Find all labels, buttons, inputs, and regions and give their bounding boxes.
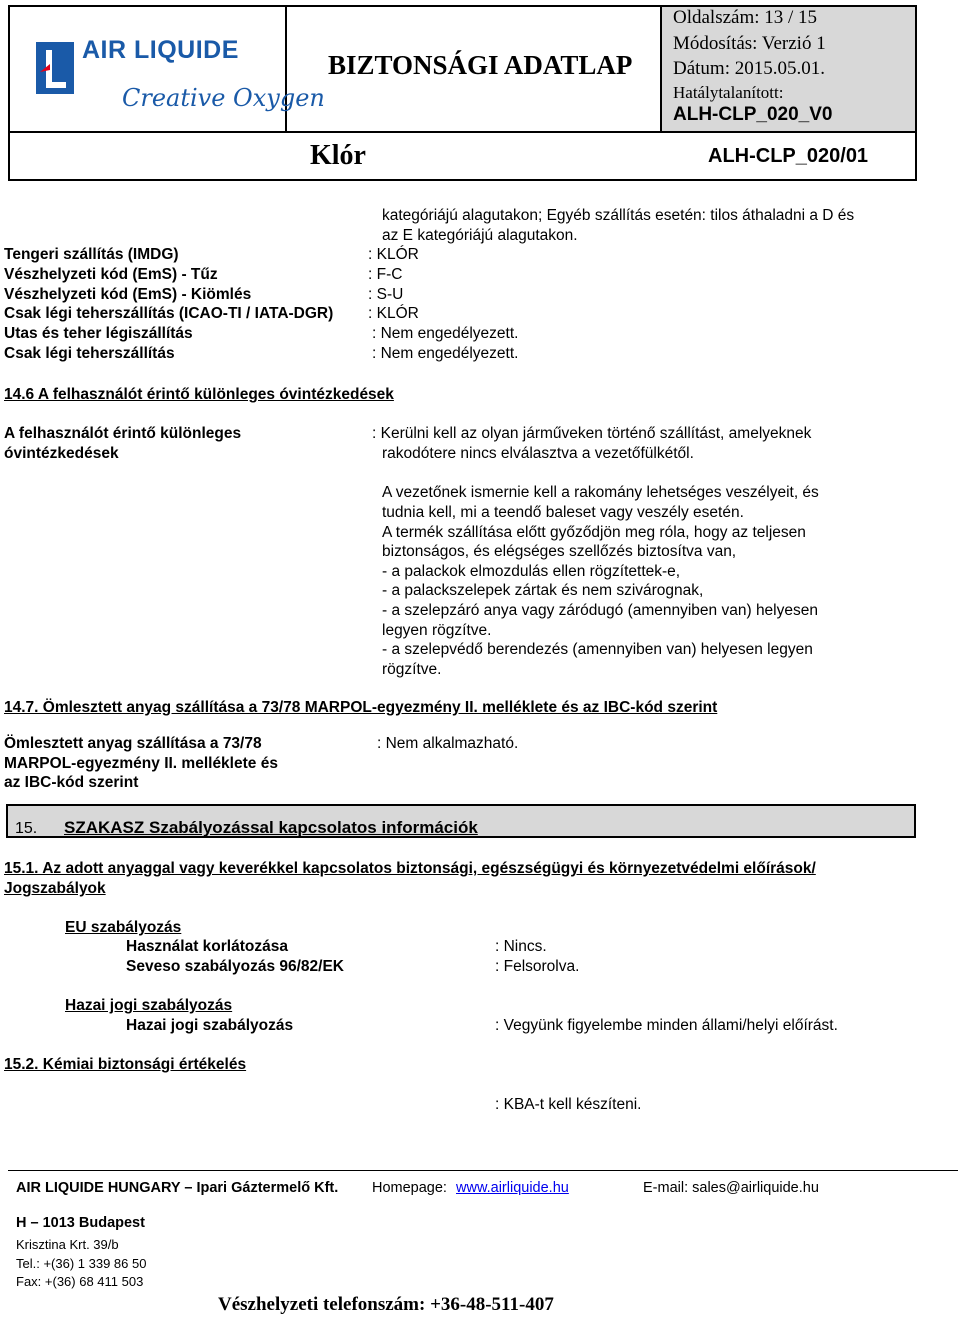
footer-city: H – 1013 Budapest xyxy=(16,1215,145,1231)
footer-divider xyxy=(8,1170,958,1171)
footer-tel: Tel.: +(36) 1 339 86 50 xyxy=(16,1256,147,1271)
s146-text: biztonságos, és elégséges szellőzés biztosítva van, xyxy=(382,543,737,560)
section-14-7-heading: 14.7. Ömlesztett anyag szállítása a 73/78 MARPOL-egyezmény II. melléklete és az IBC-kód szerint xyxy=(4,699,718,716)
s147-label: MARPOL-egyezmény II. melléklete és xyxy=(4,755,278,772)
s147-value: : Nem alkalmazható. xyxy=(377,735,519,752)
transport-label: Csak légi teherszállítás (ICAO-TI / IATA-DGR) xyxy=(4,305,334,322)
transport-continuation-1: kategóriájú alagutakon; Egyéb szállítás esetén: tilos áthaladni a D és xyxy=(382,207,855,224)
footer-fax: Fax: +(36) 68 411 503 xyxy=(16,1274,144,1289)
hazai-heading: Hazai jogi szabályozás xyxy=(65,997,233,1014)
eu-label: Használat korlátozása xyxy=(126,938,288,955)
eu-value: : Felsorolva. xyxy=(495,958,580,975)
transport-label: Csak légi teherszállítás xyxy=(4,345,175,362)
transport-value: : KLÓR xyxy=(368,305,419,322)
product-name: Klór xyxy=(310,140,366,171)
footer-emergency-phone: Vészhelyzeti telefonszám: +36-48-511-407 xyxy=(218,1294,554,1315)
transport-label: Vészhelyzeti kód (EmS) - Tűz xyxy=(4,266,218,283)
s146-text: - a palackszelepek zártak és nem szivárognak, xyxy=(382,582,704,599)
footer-street: Krisztina Krt. 39/b xyxy=(16,1237,119,1252)
footer-company: AIR LIQUIDE HUNGARY – Ipari Gáztermelő Kft. xyxy=(16,1180,339,1196)
section-15-2-value: : KBA-t kell készíteni. xyxy=(495,1096,642,1113)
transport-label: Vészhelyzeti kód (EmS) - Kiömlés xyxy=(4,286,252,303)
footer-email: E-mail: sales@airliquide.hu xyxy=(643,1180,819,1196)
s147-label: az IBC-kód szerint xyxy=(4,774,139,791)
s146-label: A felhasználót érintő különleges xyxy=(4,425,242,442)
air-liquide-logo-icon xyxy=(36,42,74,94)
s146-text: : Kerülni kell az olyan járműveken történő szállítást, amelyeknek xyxy=(372,425,812,442)
supersedes-label: Hatálytalanított: xyxy=(673,83,784,102)
s146-text: rögzítve. xyxy=(382,661,442,678)
transport-continuation-2: az E kategóriájú alagutakon. xyxy=(382,227,578,244)
s146-text: - a szelepzáró anya vagy záródugó (amennyiben van) helyesen xyxy=(382,602,818,619)
s146-text: A vezetőnek ismernie kell a rakomány lehetséges veszélyeit, és xyxy=(382,484,819,501)
logo-brand-text: AIR LIQUIDE xyxy=(82,36,239,64)
eu-label: Seveso szabályozás 96/82/EK xyxy=(126,958,344,975)
supersedes-code: ALH-CLP_020_V0 xyxy=(673,104,833,125)
s146-text: - a palackok elmozdulás ellen rögzítettek-e, xyxy=(382,563,681,580)
date: Dátum: 2015.05.01. xyxy=(673,58,825,79)
s146-text: legyen rögzítve. xyxy=(382,622,492,639)
page-number: Oldalszám: 13 / 15 xyxy=(673,7,818,28)
doc-code: ALH-CLP_020/01 xyxy=(708,145,869,167)
section-15-1-heading-cont: Jogszabályok xyxy=(4,880,106,897)
hazai-value: : Vegyünk figyelembe minden állami/helyi előírást. xyxy=(495,1017,838,1034)
transport-label: Utas és teher légiszállítás xyxy=(4,325,193,342)
section-15-1-heading: 15.1. Az adott anyaggal vagy keverékkel kapcsolatos biztonsági, egészségügyi és környezetvédelmi előírások/ xyxy=(4,860,816,877)
s146-text: A termék szállítása előtt győződjön meg róla, hogy az teljesen xyxy=(382,524,806,541)
s146-text: - a szelepvédő berendezés (amennyiben van) helyesen legyen xyxy=(382,641,813,658)
section-15-title: SZAKASZ Szabályozással kapcsolatos információk xyxy=(64,818,478,837)
footer-homepage-label: Homepage: xyxy=(372,1180,447,1196)
footer-homepage-link[interactable]: www.airliquide.hu xyxy=(456,1180,569,1196)
transport-value: : F-C xyxy=(368,266,403,283)
section-15-number: 15. xyxy=(15,820,38,837)
s146-text: rakodótere nincs elválasztva a vezetőfülkétől. xyxy=(382,445,694,462)
section-15-2-heading: 15.2. Kémiai biztonsági értékelés xyxy=(4,1056,247,1073)
transport-label: Tengeri szállítás (IMDG) xyxy=(4,246,179,263)
transport-value: : Nem engedélyezett. xyxy=(372,325,519,342)
eu-value: : Nincs. xyxy=(495,938,547,955)
revision: Módosítás: Verzió 1 xyxy=(673,33,826,54)
s146-label: óvintézkedések xyxy=(4,445,119,462)
logo-tagline: Creative Oxygen xyxy=(122,84,325,112)
air-liquide-logo xyxy=(12,12,325,132)
eu-heading: EU szabályozás xyxy=(65,919,182,936)
transport-value: : Nem engedélyezett. xyxy=(372,345,519,362)
s146-text: tudnia kell, mi a teendő baleset vagy veszély esetén. xyxy=(382,504,744,521)
doc-title: BIZTONSÁGI ADATLAP xyxy=(328,50,633,80)
section-14-6-heading: 14.6 A felhasználót érintő különleges óvintézkedések xyxy=(4,386,394,403)
transport-value: : KLÓR xyxy=(368,246,419,263)
hazai-label: Hazai jogi szabályozás xyxy=(126,1017,294,1034)
transport-value: : S-U xyxy=(368,286,404,303)
s147-label: Ömlesztett anyag szállítása a 73/78 xyxy=(4,735,262,752)
